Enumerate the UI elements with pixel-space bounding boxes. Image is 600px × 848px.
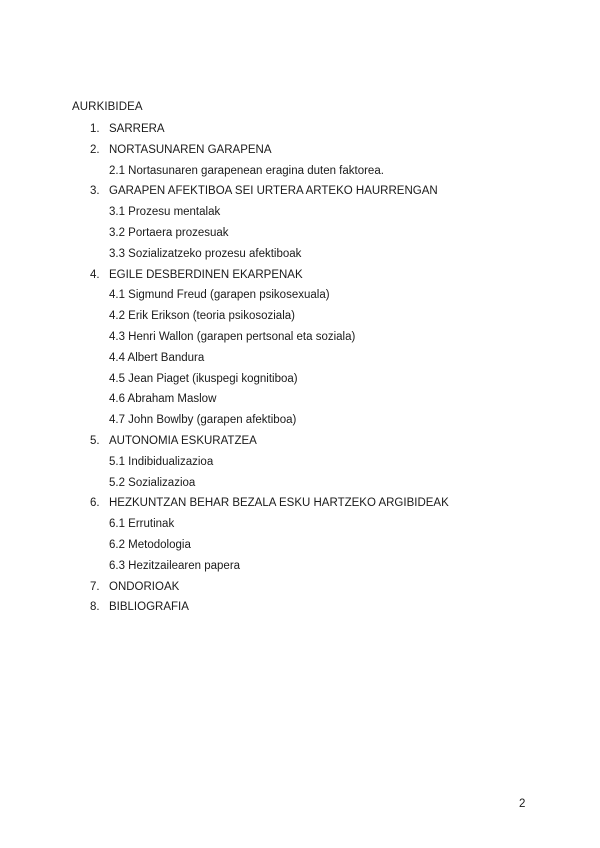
toc-subentry: [0, 330, 600, 351]
toc-subentry: [0, 164, 600, 185]
toc-entry: [0, 268, 600, 289]
toc-entry-label: BIBLIOGRAFIA: [109, 601, 189, 614]
toc-subentry-label: 5.1 Indibidualizazioa: [109, 455, 214, 468]
toc-entry-number: 7.: [90, 580, 100, 593]
toc-entry-label: AUTONOMIA ESKURATZEA: [109, 434, 257, 447]
toc-entry: [0, 434, 600, 455]
toc-subentry: [0, 538, 600, 559]
toc-subentry-label: 6.1 Errutinak: [109, 518, 175, 531]
toc-subentry-label: 4.7 John Bowlby (garapen afektiboa): [109, 414, 297, 427]
toc-entry-number: 6.: [90, 497, 100, 510]
toc-subentry-label: 4.6 Abraham Maslow: [109, 393, 217, 406]
toc-subentry: [0, 392, 600, 413]
toc-entry-number: 2.: [90, 143, 100, 156]
toc-subentry: [0, 372, 600, 393]
table-of-contents: [0, 122, 600, 621]
toc-subentry-label: 5.2 Sozializazioa: [109, 476, 196, 489]
toc-subentry-label: 4.1 Sigmund Freud (garapen psikosexuala): [109, 289, 330, 302]
toc-subentry-label: 4.4 Albert Bandura: [109, 351, 205, 364]
toc-subentry: [0, 517, 600, 538]
toc-entry: [0, 122, 600, 143]
toc-subentry: [0, 247, 600, 268]
toc-entry: [0, 496, 600, 517]
toc-subentry-label: 3.1 Prozesu mentalak: [109, 206, 221, 219]
toc-subentry-label: 2.1 Nortasunaren garapenean eragina duten faktorea.: [109, 164, 384, 177]
toc-subentry-label: 3.3 Sozializatzeko prozesu afektiboak: [109, 247, 302, 260]
toc-subentry-label: 4.3 Henri Wallon (garapen pertsonal eta soziala): [109, 330, 356, 343]
toc-entry-label: EGILE DESBERDINEN EKARPENAK: [109, 268, 303, 281]
toc-subentry-label: 6.2 Metodologia: [109, 538, 191, 551]
toc-entry-label: SARRERA: [109, 123, 165, 135]
toc-subentry: [0, 413, 600, 434]
toc-entry: [0, 143, 600, 164]
toc-entry-label: NORTASUNAREN GARAPENA: [109, 143, 272, 156]
toc-subentry-label: 4.2 Erik Erikson (teoria psikosoziala): [109, 310, 295, 323]
toc-entry: [0, 600, 600, 621]
toc-subentry-label: 4.5 Jean Piaget (ikuspegi kognitiboa): [109, 372, 298, 385]
toc-entry-number: 4.: [90, 268, 100, 281]
toc-entry-number: 1.: [90, 123, 100, 135]
toc-subentry: [0, 205, 600, 226]
toc-entry: [0, 184, 600, 205]
toc-subentry: [0, 476, 600, 497]
toc-title: AURKIBIDEA: [72, 101, 143, 113]
toc-entry-number: 5.: [90, 434, 100, 447]
toc-subentry: [0, 226, 600, 247]
toc-subentry: [0, 351, 600, 372]
toc-entry-number: 3.: [90, 185, 100, 198]
toc-entry-number: 8.: [90, 601, 100, 614]
toc-subentry: [0, 288, 600, 309]
toc-entry-label: HEZKUNTZAN BEHAR BEZALA ESKU HARTZEKO ARGIBIDEAK: [109, 497, 449, 510]
toc-subentry: [0, 309, 600, 330]
toc-subentry-label: 3.2 Portaera prozesuak: [109, 226, 229, 239]
toc-subentry: [0, 559, 600, 580]
toc-entry-label: ONDORIOAK: [109, 580, 180, 593]
toc-subentry-label: 6.3 Hezitzailearen papera: [109, 559, 241, 572]
toc-entry: [0, 580, 600, 601]
toc-entry-label: GARAPEN AFEKTIBOA SEI URTERA ARTEKO HAURRENGAN: [109, 185, 438, 198]
page-number: 2: [519, 798, 526, 810]
toc-subentry: [0, 455, 600, 476]
